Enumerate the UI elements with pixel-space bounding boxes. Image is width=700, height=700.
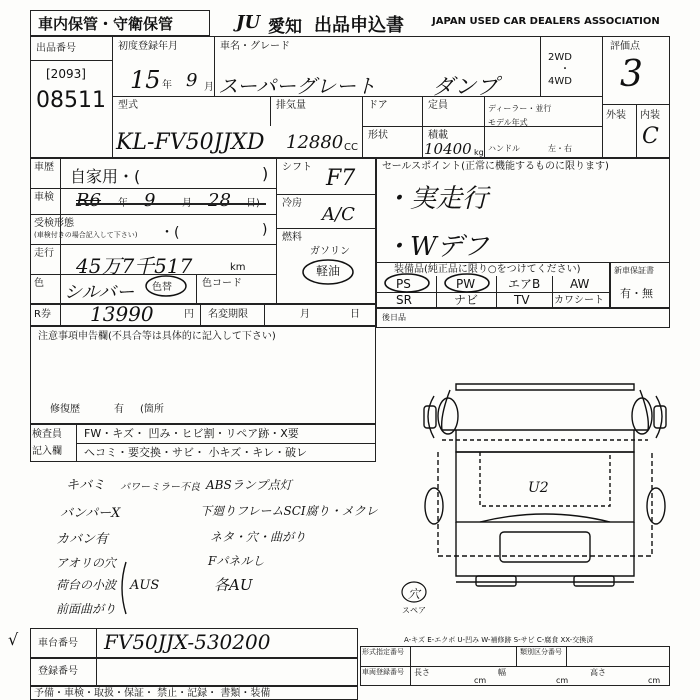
first-reg-label: 初度登録年月: [118, 41, 178, 52]
chassis-tick: √: [8, 630, 19, 649]
color-change-circle: [144, 274, 188, 298]
displacement-label: 排気量: [276, 100, 306, 111]
color-code-label: 色コード: [202, 278, 242, 289]
first-reg-year: 15: [130, 66, 161, 94]
note-kibami: キバミ: [66, 478, 106, 493]
post-install-label: 後日品: [382, 313, 406, 322]
entry-label: 記入欄: [32, 446, 62, 457]
equip-sr: SR: [396, 293, 412, 307]
vehicle-diagram: [420, 356, 670, 596]
interior-value: C: [642, 124, 659, 149]
eval-label: 評価点: [610, 41, 640, 52]
mileage-label: 走行: [34, 248, 54, 259]
drive-2wd: 2WD: [548, 52, 572, 63]
shape-label: 形状: [368, 130, 388, 141]
shift-value: F7: [326, 166, 356, 191]
notes-title: 注意事項申告欄(不具合等は具体的に記入して下さい): [38, 331, 276, 342]
damage-legend: A-キズ E-エクボ U-凹み W-補修跡 S-サビ C-腐食 XX-交換済: [404, 636, 594, 644]
drive-dot: ・: [560, 64, 570, 75]
width-label: 幅: [498, 668, 506, 677]
received-value: ・(: [160, 225, 180, 241]
equip-airbag: エアB: [508, 277, 541, 291]
displacement-unit: CC: [344, 142, 358, 153]
exterior-label: 外装: [606, 110, 626, 121]
name-value-2: ダンプ: [432, 75, 499, 100]
fuel-gas: ガソリン: [310, 246, 350, 257]
history-label: 車歴: [34, 162, 54, 173]
received-note: (車検付きの場合記入して下さい): [34, 231, 138, 239]
bracket-number: [2093]: [46, 67, 86, 81]
inspection-day: 28: [208, 190, 231, 211]
inspection-year-unit: 年: [118, 198, 128, 209]
history-value: 自家用・(: [70, 167, 141, 186]
name-label: 車名・グレード: [220, 41, 290, 52]
category-designation: 類別区分番号: [520, 648, 562, 656]
received-label: 受検形態: [34, 218, 74, 229]
ac-value: A/C: [322, 204, 355, 225]
recycle-label: R券: [34, 309, 51, 320]
note-neta: ネタ・穴・曲がり: [210, 530, 307, 544]
note-aus: AUS: [130, 578, 160, 593]
spare-circle: [400, 580, 428, 604]
load-label: 積載: [428, 130, 448, 141]
length-label: 長さ: [414, 668, 430, 677]
ac-label: 冷房: [282, 198, 302, 209]
mileage-value: 45万7千517: [76, 254, 193, 278]
equip-leather: カワシート: [554, 295, 604, 306]
model-label: 型式: [118, 100, 138, 111]
note-front-bend: 前面曲がり: [56, 602, 117, 616]
inspection-label: 車検: [34, 192, 54, 203]
ju-logo: JU: [236, 12, 261, 33]
check-row-2: ヘコミ・要交換・サビ・ 小キズ・キレ・破レ: [84, 446, 308, 459]
name-change-day: 日: [350, 309, 360, 320]
ps-circle: [382, 272, 432, 294]
lot-number: 08511: [36, 88, 106, 113]
length-unit: cm: [474, 676, 487, 685]
inspector-label: 検査員: [32, 429, 62, 440]
equip-ps: PS: [396, 277, 411, 291]
displacement-value: 12880: [286, 132, 344, 153]
note-fpanel: Fパネルし: [208, 554, 265, 568]
fuel-value: 軽油: [316, 264, 341, 278]
year-unit: 年: [162, 80, 172, 91]
inspection-day-unit: 日): [246, 198, 260, 209]
org-name: 愛知: [268, 17, 302, 37]
storage-label: 車内保管・守衛保管: [38, 15, 174, 33]
inspection-month-unit: 月: [182, 198, 192, 209]
spare-mark: 穴: [408, 587, 421, 601]
drive-4wd: 4WD: [548, 76, 572, 87]
note-nidai: 荷台の小波: [56, 578, 117, 592]
equip-pw: PW: [456, 277, 476, 291]
chassis-label: 車台番号: [38, 638, 78, 649]
fuel-label: 燃料: [282, 232, 302, 243]
association-name: JAPAN USED CAR DEALERS ASSOCIATION: [432, 16, 660, 27]
color-label: 色: [34, 278, 44, 289]
equipment-title: 装備品(純正品に限り○をつけてください): [394, 264, 581, 275]
note-abs-lamp: ABSランプ点灯: [206, 478, 292, 492]
form-title: 出品申込書: [314, 15, 404, 36]
spare-label: スペア: [402, 606, 426, 615]
equip-tv: TV: [514, 293, 530, 307]
load-unit: kg: [474, 148, 484, 157]
sales-point-1: ・実走行: [384, 184, 489, 214]
name-change-label: 名変期限: [208, 309, 248, 320]
vehicle-reg: 車両登録番号: [362, 668, 404, 676]
dealer-label: ディーラー・並行: [488, 104, 552, 113]
inspection-value: R6: [76, 190, 102, 211]
note-power-mirror: パワーミラー不良: [120, 482, 200, 493]
first-reg-month: 9: [186, 70, 198, 91]
reg-label: 登録番号: [38, 666, 78, 677]
note-frame: 下廻りフレームSCI腐り・メクレ: [200, 504, 378, 518]
handle-label: ハンドル: [488, 144, 520, 153]
height-label: 高さ: [590, 668, 606, 677]
month-unit: 月: [204, 82, 214, 93]
repair-history: 修復歴: [50, 404, 80, 415]
chassis-value: FV50JJX-530200: [104, 630, 271, 654]
form-designation: 形式指定番号: [362, 648, 404, 656]
model-year-label: モデル年式: [488, 118, 528, 127]
name-change-month: 月: [300, 309, 310, 320]
history-close: ): [262, 164, 269, 183]
post-install-border: [376, 308, 670, 328]
lot-label: 出品番号: [36, 43, 76, 54]
note-aori: アオリの穴: [56, 556, 116, 570]
sales-point-2: ・Wデフ: [384, 232, 489, 262]
capacity-label: 定員: [428, 100, 448, 111]
pw-circle: [442, 272, 492, 294]
load-value: 10400: [424, 140, 472, 158]
repair-location: (箇所: [140, 404, 164, 415]
repair-value: 有: [114, 404, 124, 415]
diagram-mark-u2: U2: [528, 480, 549, 496]
received-close: ): [262, 222, 268, 238]
note-bumper: バンパーX: [60, 506, 121, 521]
width-unit: cm: [556, 676, 569, 685]
warranty-options: 有・無: [620, 287, 653, 300]
mileage-unit: km: [230, 262, 246, 273]
note-bracket: [116, 560, 130, 616]
equip-aw: AW: [570, 277, 590, 291]
shift-label: シフト: [282, 162, 312, 173]
new-warranty-label: 新車保証書: [614, 266, 654, 275]
height-unit: cm: [648, 676, 661, 685]
note-each-au: 各AU: [214, 576, 253, 594]
recycle-border: [30, 304, 376, 326]
name-value-1: スーパーグレート: [218, 74, 376, 98]
color-value: シルバー: [64, 282, 135, 303]
fuel-circle: [300, 258, 356, 286]
inspection-month: 9: [144, 190, 156, 211]
color-change: 色替: [152, 282, 172, 293]
model-value: KL-FV50JJXD: [116, 130, 265, 155]
check-row-1: FW・キズ・ 凹み・ヒビ割・リペア跡・X要: [84, 427, 299, 440]
recycle-unit: 円: [184, 309, 194, 320]
recycle-value: 13990: [90, 302, 154, 326]
bottom-row: 予備・車検・取扱・保証・ 禁止・記録・ 書類・装備: [34, 688, 271, 699]
sales-title: セールスポイント(正常に機能するものに限ります): [382, 161, 609, 172]
handle-options: 左・右: [548, 144, 572, 153]
reg-border: [30, 658, 358, 686]
door-label: ドア: [368, 100, 388, 111]
equip-navi: ナビ: [454, 293, 479, 307]
eval-value: 3: [620, 54, 643, 95]
interior-label: 内装: [640, 110, 660, 121]
note-bag: カバン有: [56, 532, 109, 547]
